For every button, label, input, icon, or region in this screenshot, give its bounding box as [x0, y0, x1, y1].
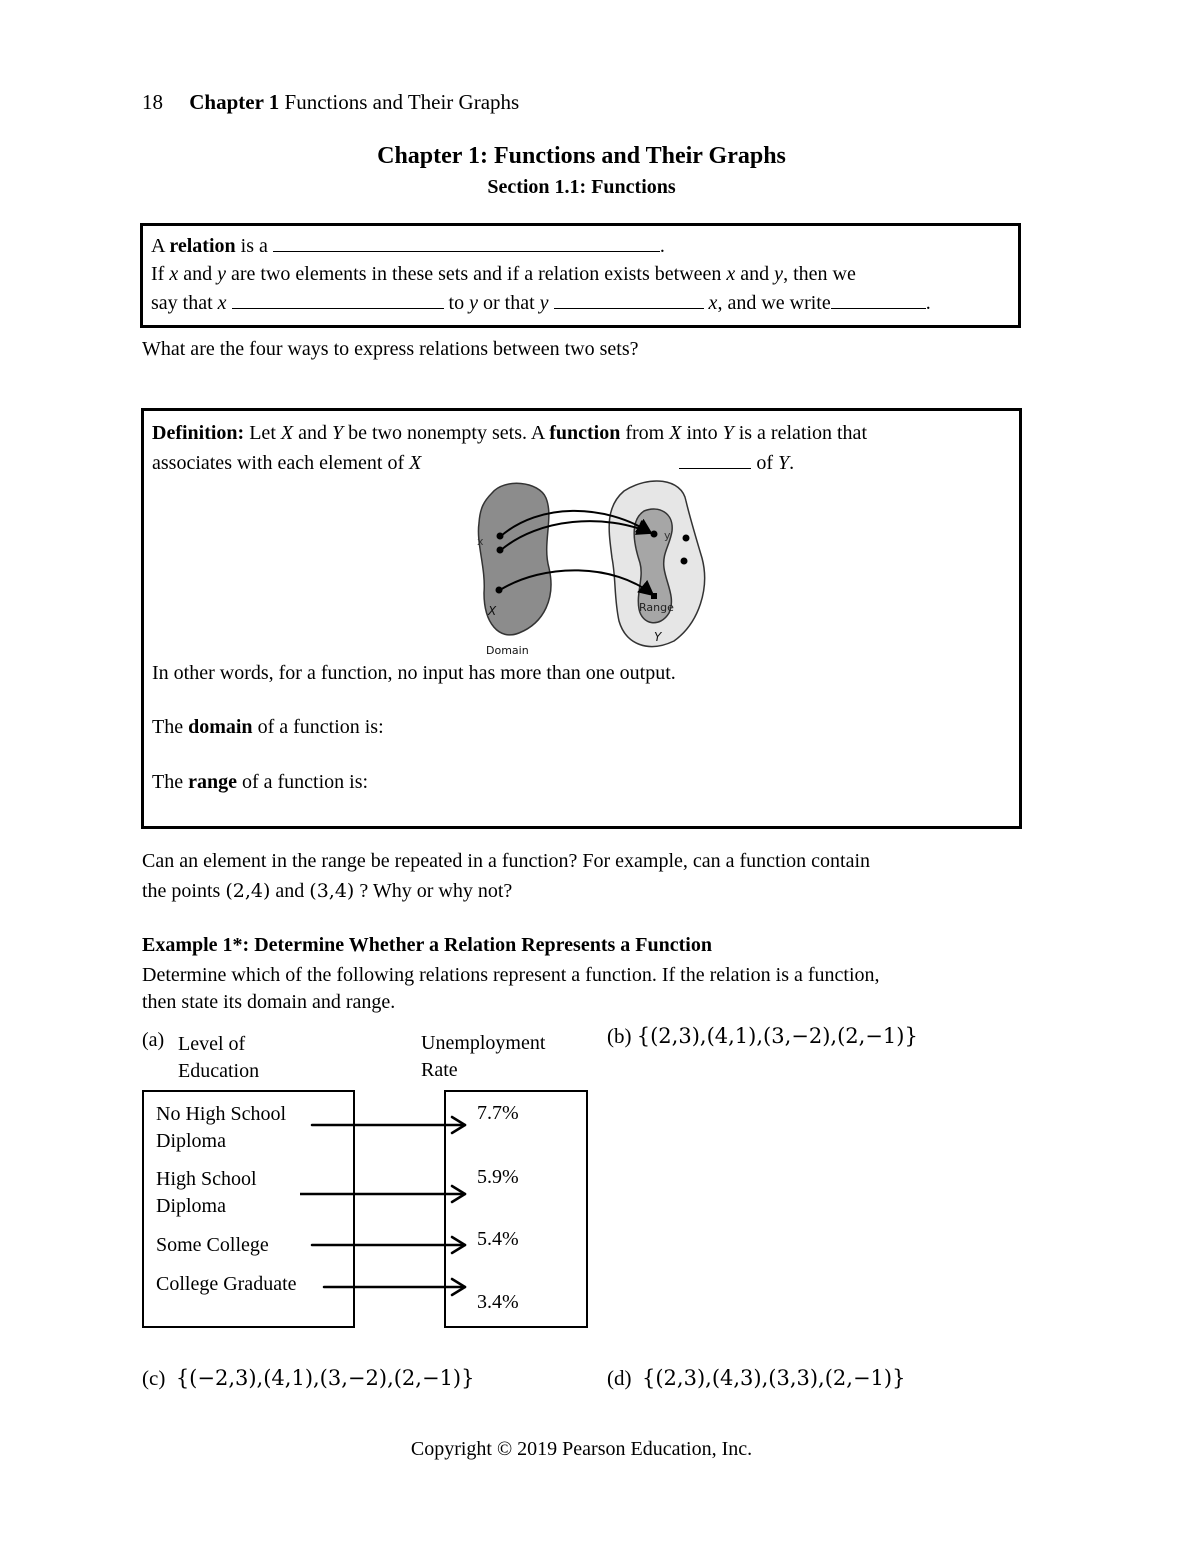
domain-point — [497, 533, 504, 540]
section-title: Section 1.1: Functions — [487, 176, 676, 198]
example-description: Determine which of the following relations represent a function. If the relation is a function, then state its domain and range. — [142, 964, 880, 1013]
part-a-label: (a) — [142, 1029, 165, 1051]
part-b — [607, 1024, 918, 1049]
fill-blank[interactable] — [554, 288, 704, 309]
point-2-4: (2,4) — [225, 880, 271, 902]
education-header: Level of Education — [178, 1033, 260, 1082]
diagram-domain-label: Domain — [486, 644, 529, 657]
range-prompt: The range of a function is: — [152, 771, 369, 793]
rate-item: 3.4% — [477, 1291, 519, 1313]
fill-blank[interactable] — [831, 288, 926, 309]
diagram-codomain-set-label: Y — [654, 630, 662, 644]
example-heading: Example 1*: Determine Whether a Relation Represents a Function — [142, 934, 712, 956]
part-d — [607, 1366, 905, 1391]
other-words-text: In other words, for a function, no input has more than one output. — [152, 662, 676, 684]
part-c-set: {(−2,3),(4,1),(3,−2),(2,−1)} — [175, 1366, 475, 1390]
relation-line-3: say that x to y or that y x, and we write . — [151, 288, 1010, 317]
copyright-footer: Copyright © 2019 Pearson Education, Inc. — [410, 1438, 753, 1460]
fill-blank[interactable] — [273, 231, 660, 252]
codomain-point — [681, 558, 688, 565]
point-3-4: (3,4) — [309, 880, 355, 902]
fill-blank[interactable] — [232, 288, 444, 309]
part-c — [142, 1366, 474, 1391]
rate-item: 5.4% — [477, 1228, 519, 1250]
function-definition-box — [141, 408, 1022, 829]
header-chapter-title: Functions and Their Graphs — [284, 90, 520, 114]
fill-blank[interactable] — [679, 448, 751, 469]
unemployment-header: Unemployment Rate — [421, 1032, 546, 1081]
diagram-x-label: x — [477, 535, 484, 548]
codomain-point — [683, 535, 690, 542]
rate-item: 5.9% — [477, 1166, 519, 1188]
domain-point — [496, 587, 503, 594]
part-c-label: (c) — [142, 1366, 166, 1390]
range-point — [651, 593, 657, 599]
page-number: 18 — [142, 90, 163, 114]
function-mapping-diagram — [464, 473, 764, 663]
education-item: College Graduate — [156, 1273, 297, 1295]
education-item: High School Diploma — [156, 1168, 257, 1217]
diagram-range-label: Range — [639, 601, 674, 614]
diagram-y-label: y — [664, 529, 671, 542]
education-item: No High School Diploma — [156, 1103, 286, 1152]
part-b-set: {(2,3),(4,1),(3,−2),(2,−1)} — [636, 1024, 918, 1048]
education-item: Some College — [156, 1234, 269, 1256]
part-d-set: {(2,3),(4,3),(3,3),(2,−1)} — [642, 1366, 906, 1390]
page-header — [142, 90, 519, 115]
definition-line-1: Definition: Let X and Y be two nonempty sets. A function from X into Y is a relation that — [152, 422, 867, 444]
relation-definition-box — [140, 223, 1021, 328]
education-rate-arrows — [300, 1110, 480, 1300]
page-title: Chapter 1: Functions and Their Graphs — [377, 143, 786, 169]
relation-line-2: If x and y are two elements in these sets and if a relation exists between x and y, then we — [151, 263, 856, 285]
part-b-label: (b) — [607, 1024, 632, 1048]
domain-point — [497, 547, 504, 554]
domain-prompt: The domain of a function is: — [152, 716, 384, 738]
question-four-ways: What are the four ways to express relations between two sets? — [142, 338, 639, 360]
part-d-label: (d) — [607, 1366, 632, 1390]
diagram-domain-set-label: X — [488, 604, 497, 618]
range-point — [651, 531, 658, 538]
question-repeat-range: Can an element in the range be repeated in a function? For example, can a function contain the points (2,4) and (3,4) ? Why or why not? — [142, 850, 871, 902]
definition-line-2: associates with each element of X of Y. — [152, 448, 1012, 478]
rate-item: 7.7% — [477, 1102, 519, 1124]
relation-line-1: A relation is a . — [151, 231, 1010, 260]
header-chapter-label: Chapter 1 — [189, 90, 280, 114]
